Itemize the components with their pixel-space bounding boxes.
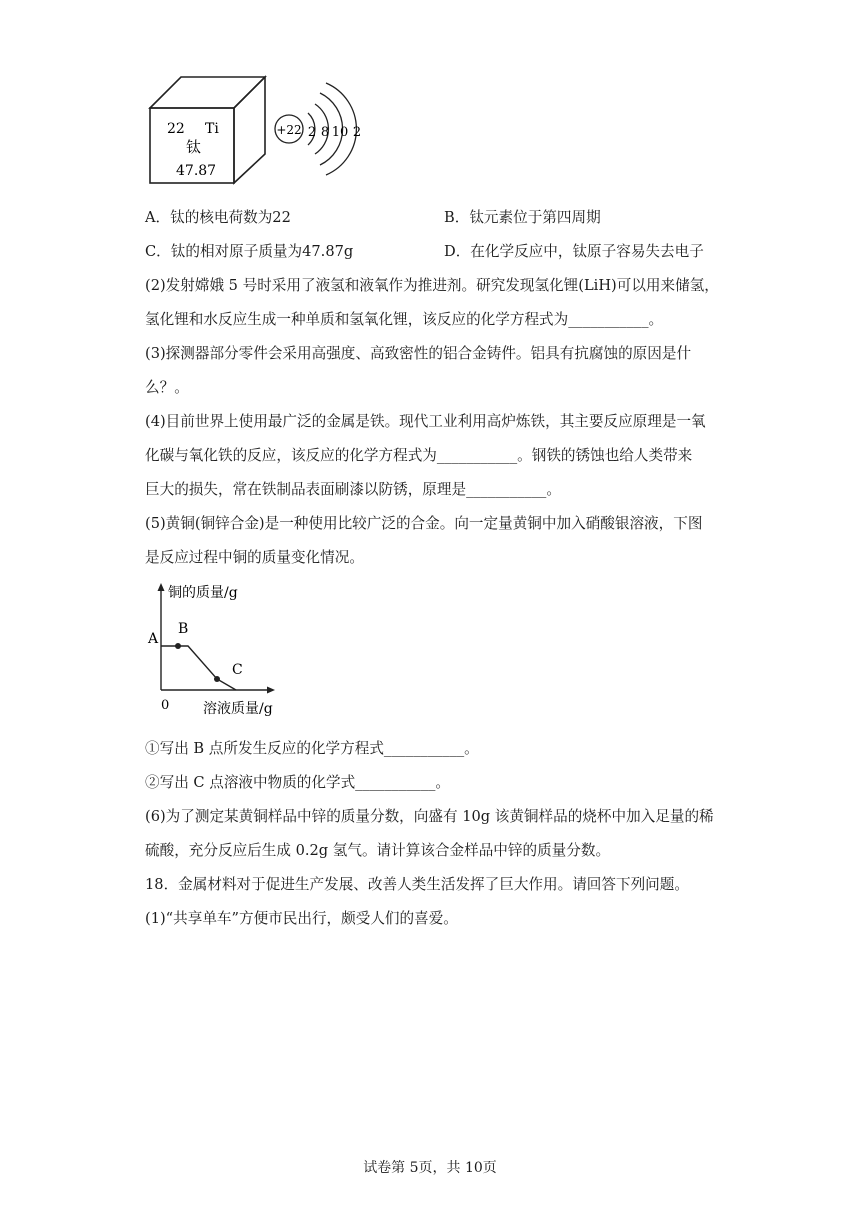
y-axis-arrow [158, 583, 165, 591]
shell-2-electrons: 8 [320, 125, 330, 140]
point-b-marker [175, 643, 181, 649]
text-line: ①写出 B 点所发生反应的化学方程式___________。 [145, 740, 479, 757]
atomic-mass: 47.87 [176, 163, 217, 179]
text-line: (6)为了测定某黄铜样品中锌的质量分数，向盛有 10g 该黄铜样品的烧杯中加入足量的稀 [145, 808, 714, 825]
titanium-atom-structure [270, 75, 380, 185]
x-axis-label: 溶液质量/g [203, 701, 273, 717]
point-a-label: A [148, 631, 159, 647]
text-line: (4)目前世界上使用最广泛的金属是铁。现代工业利用高炉炼铁，其主要反应原理是一氧 [145, 413, 706, 430]
nucleus-charge: +22 [276, 123, 302, 137]
element-symbol: Ti [205, 121, 219, 137]
copper-mass-line [161, 646, 236, 690]
titanium-element-card [145, 72, 270, 190]
point-c-label: C [232, 662, 243, 678]
text-line: (1)“共享单车”方便市民出行，颇受人们的喜爱。 [145, 910, 458, 927]
point-b-label: B [178, 621, 189, 637]
text-line: ②写出 C 点溶液中物质的化学式___________。 [145, 774, 451, 791]
point-c-marker [214, 676, 220, 682]
text-line: 是反应过程中铜的质量变化情况。 [145, 549, 364, 566]
atomic-number: 22 [167, 121, 185, 137]
option-b: B．钛元素位于第四周期 [444, 209, 601, 226]
shell-4-electrons: 2 [352, 125, 362, 140]
copper-mass-chart [140, 578, 290, 723]
x-axis-arrow [267, 687, 275, 694]
y-axis-label: 铜的质量/g [168, 585, 238, 601]
option-d: D．在化学反应中，钛原子容易失去电子 [444, 243, 704, 260]
text-line: 氢化锂和水反应生成一种单质和氢氧化锂，该反应的化学方程式为___________。 [145, 311, 664, 328]
text-line: 18．金属材料对于促进生产发展、改善人类生活发挥了巨大作用。请回答下列问题。 [145, 876, 689, 893]
text-line: (5)黄铜(铜锌合金)是一种使用比较广泛的合金。向一定量黄铜中加入硝酸银溶液，下图 [145, 515, 703, 532]
text-line: 化碳与氧化铁的反应，该反应的化学方程式为___________。钢铁的锈蚀也给人类带来 [145, 447, 693, 464]
text-line: 么？。 [145, 379, 189, 396]
page-footer: 试卷第 5页，共 10页 [363, 1160, 497, 1176]
text-line: (2)发射嫦娥 5 号时采用了液氢和液氧作为推进剂。研究发现氢化锂(LiH)可以用来储氢， [145, 277, 719, 294]
text-line: 硫酸，充分反应后生成 0.2g 氢气。请计算该合金样品中锌的质量分数。 [145, 842, 611, 859]
option-a: A．钛的核电荷数为22 [145, 209, 291, 226]
shell-3-electrons: 10 [331, 125, 349, 140]
option-c: C．钛的相对原子质量为47.87g [145, 243, 354, 260]
text-line: (3)探测器部分零件会采用高强度、高致密性的铝合金铸件。铝具有抗腐蚀的原因是什 [145, 345, 692, 362]
text-line: 巨大的损失，常在铁制品表面刷漆以防锈，原理是___________。 [145, 481, 561, 498]
element-name: 钛 [186, 138, 202, 156]
origin-label: 0 [161, 698, 170, 713]
shell-1-electrons: 2 [307, 125, 317, 140]
